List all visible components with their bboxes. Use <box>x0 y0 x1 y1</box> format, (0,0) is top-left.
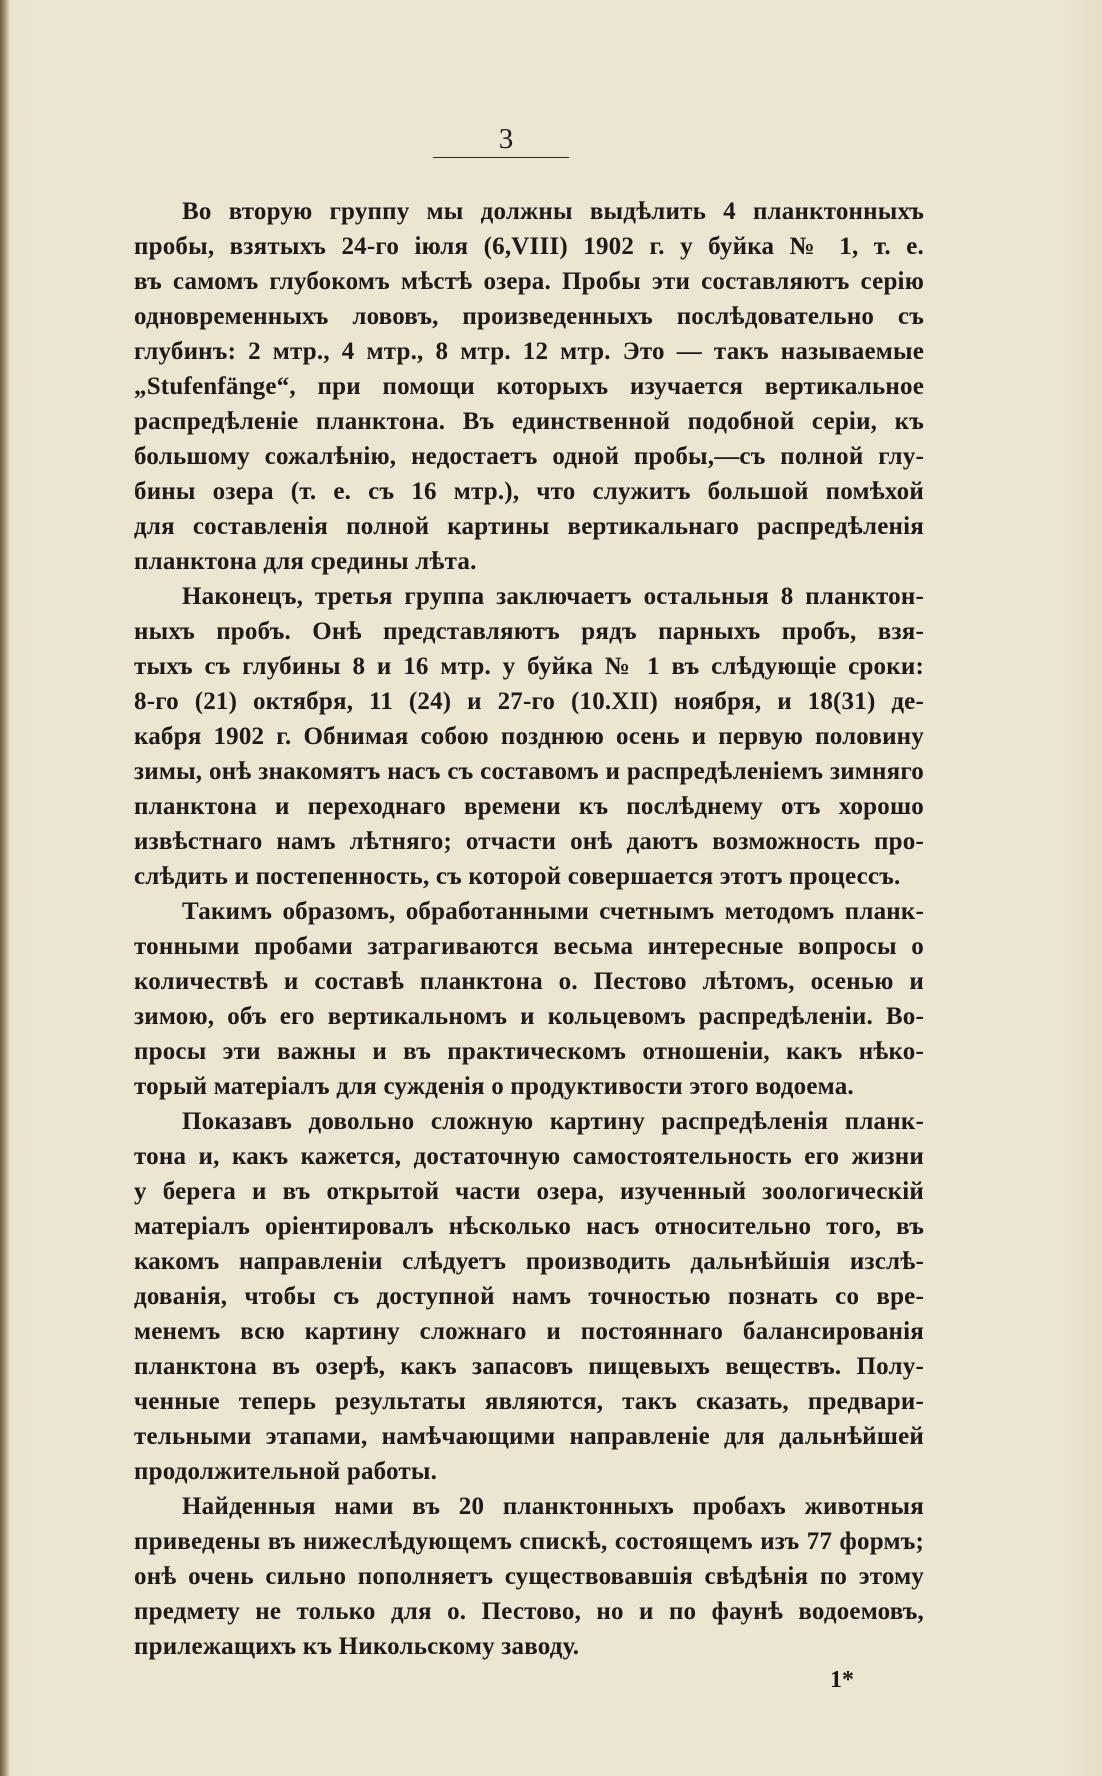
text-line: планктона въ озерѣ, какъ запасовъ пищевыхъ веществъ. Полу- <box>134 1353 924 1380</box>
text-line: зимою, объ его вертикальномъ и кольцевомъ распредѣленіи. Во- <box>134 1003 924 1030</box>
page-number: 3 <box>498 123 514 155</box>
text-line: ныхъ пробъ. Онѣ представляютъ рядъ парныхъ пробъ, взя- <box>134 618 924 645</box>
text-line: 8-го (21) октября, 11 (24) и 27-го (10.XII) ноября, и 18(31) де- <box>134 688 924 715</box>
text-line: Показавъ довольно сложную картину распредѣленія планк- <box>182 1108 924 1135</box>
text-line: извѣстнаго намъ лѣтняго; отчасти онѣ даютъ возможность про- <box>134 828 924 855</box>
text-line: Такимъ образомъ, обработанными счетнымъ методомъ планк- <box>182 898 924 925</box>
text-line: тонными пробами затрагиваются весьма интересные вопросы о <box>134 933 924 960</box>
text-line: просы эти важны и въ практическомъ отношеніи, какъ нѣко- <box>134 1038 924 1065</box>
paragraph-5 <box>86 1489 924 1664</box>
text-line: въ самомъ глубокомъ мѣстѣ озера. Пробы эти составляютъ серію <box>134 268 924 295</box>
signature-mark: 1* <box>830 1667 854 1693</box>
text-line: тельными этапами, намѣчающими направленіе для дальнѣйшей <box>134 1423 924 1450</box>
text-line: „Stufenfänge“, при помощи которыхъ изучается вертикальное <box>134 373 924 400</box>
text-line: планктона и переходнаго времени къ послѣднему отъ хорошо <box>134 793 924 820</box>
text-line: торый матеріалъ для сужденія о продуктивости этого водоема. <box>134 1073 854 1100</box>
text-line: тыхъ съ глубины 8 и 16 мтр. у буйка № 1 въ слѣдующіе сроки: <box>134 653 924 680</box>
text-line: приведены въ нижеслѣдующемъ спискѣ, состоящемъ изъ 77 формъ; <box>134 1528 924 1555</box>
text-line: дованія, чтобы съ доступной намъ точностью познать со вре- <box>134 1283 924 1310</box>
text-line: одновременныхъ лововъ, произведенныхъ послѣдовательно съ <box>134 303 924 330</box>
paragraph-1 <box>86 194 924 579</box>
text-line: бины озера (т. е. съ 16 мтр.), что служитъ большой помѣхой <box>134 478 924 505</box>
paragraph-2 <box>86 579 924 894</box>
text-line: у берега и въ открытой части озера, изученный зоологическій <box>134 1178 924 1205</box>
text-line: глубинъ: 2 мтр., 4 мтр., 8 мтр. 12 мтр. Это — такъ называемые <box>134 338 924 365</box>
text-line: большому сожалѣнію, недостаетъ одной пробы,—съ полной глу- <box>134 443 924 470</box>
text-line: продолжительной работы. <box>134 1458 438 1485</box>
text-line: онѣ очень сильно пополняетъ существовавшія свѣдѣнія по этому <box>134 1563 924 1590</box>
text-line: прилежащихъ къ Никольскому заводу. <box>134 1633 580 1660</box>
page-number-rule <box>433 157 569 158</box>
paragraph-4 <box>86 1104 924 1489</box>
text-line: Наконецъ, третья группа заключаетъ остальныя 8 планктон- <box>182 583 924 610</box>
text-line: предмету не только для о. Пестово, но и по фаунѣ водоемовъ, <box>134 1598 924 1625</box>
text-line: планктона для средины лѣта. <box>134 548 477 575</box>
text-line: зимы, онѣ знакомятъ насъ съ составомъ и распредѣленіемъ зимняго <box>134 758 924 785</box>
text-line: слѣдить и постепенность, съ которой совершается этотъ процессъ. <box>134 863 901 890</box>
text-line: количествѣ и составѣ планктона о. Пестово лѣтомъ, осенью и <box>134 968 924 995</box>
text-line: Во вторую группу мы должны выдѣлить 4 планктонныхъ <box>182 198 924 225</box>
body-text <box>86 194 924 1664</box>
text-line: менемъ всю картину сложнаго и постояннаго балансированія <box>134 1318 924 1345</box>
text-line: пробы, взятыхъ 24-го іюля (6,VIII) 1902 г. у буйка № 1, т. е. <box>134 233 924 260</box>
text-line: матеріалъ оріентировалъ нѣсколько насъ относительно того, въ <box>134 1213 924 1240</box>
text-line: кабря 1902 г. Обнимая собою позднюю осень и первую половину <box>134 723 924 750</box>
book-spine-shadow <box>0 0 9 1776</box>
text-line: распредѣленіе планктона. Въ единственной подобной серіи, къ <box>134 408 924 435</box>
text-line: Найденныя нами въ 20 планктонныхъ пробахъ животныя <box>182 1493 924 1520</box>
paragraph-3 <box>86 894 924 1104</box>
text-line: ченные теперь результаты являются, такъ сказать, предвари- <box>134 1388 924 1415</box>
text-line: тона и, какъ кажется, достаточную самостоятельность его жизни <box>134 1143 924 1170</box>
text-line: для составленія полной картины вертикальнаго распредѣленія <box>134 513 924 540</box>
text-line: какомъ направленіи слѣдуетъ производить дальнѣйшія изслѣ- <box>134 1248 924 1275</box>
